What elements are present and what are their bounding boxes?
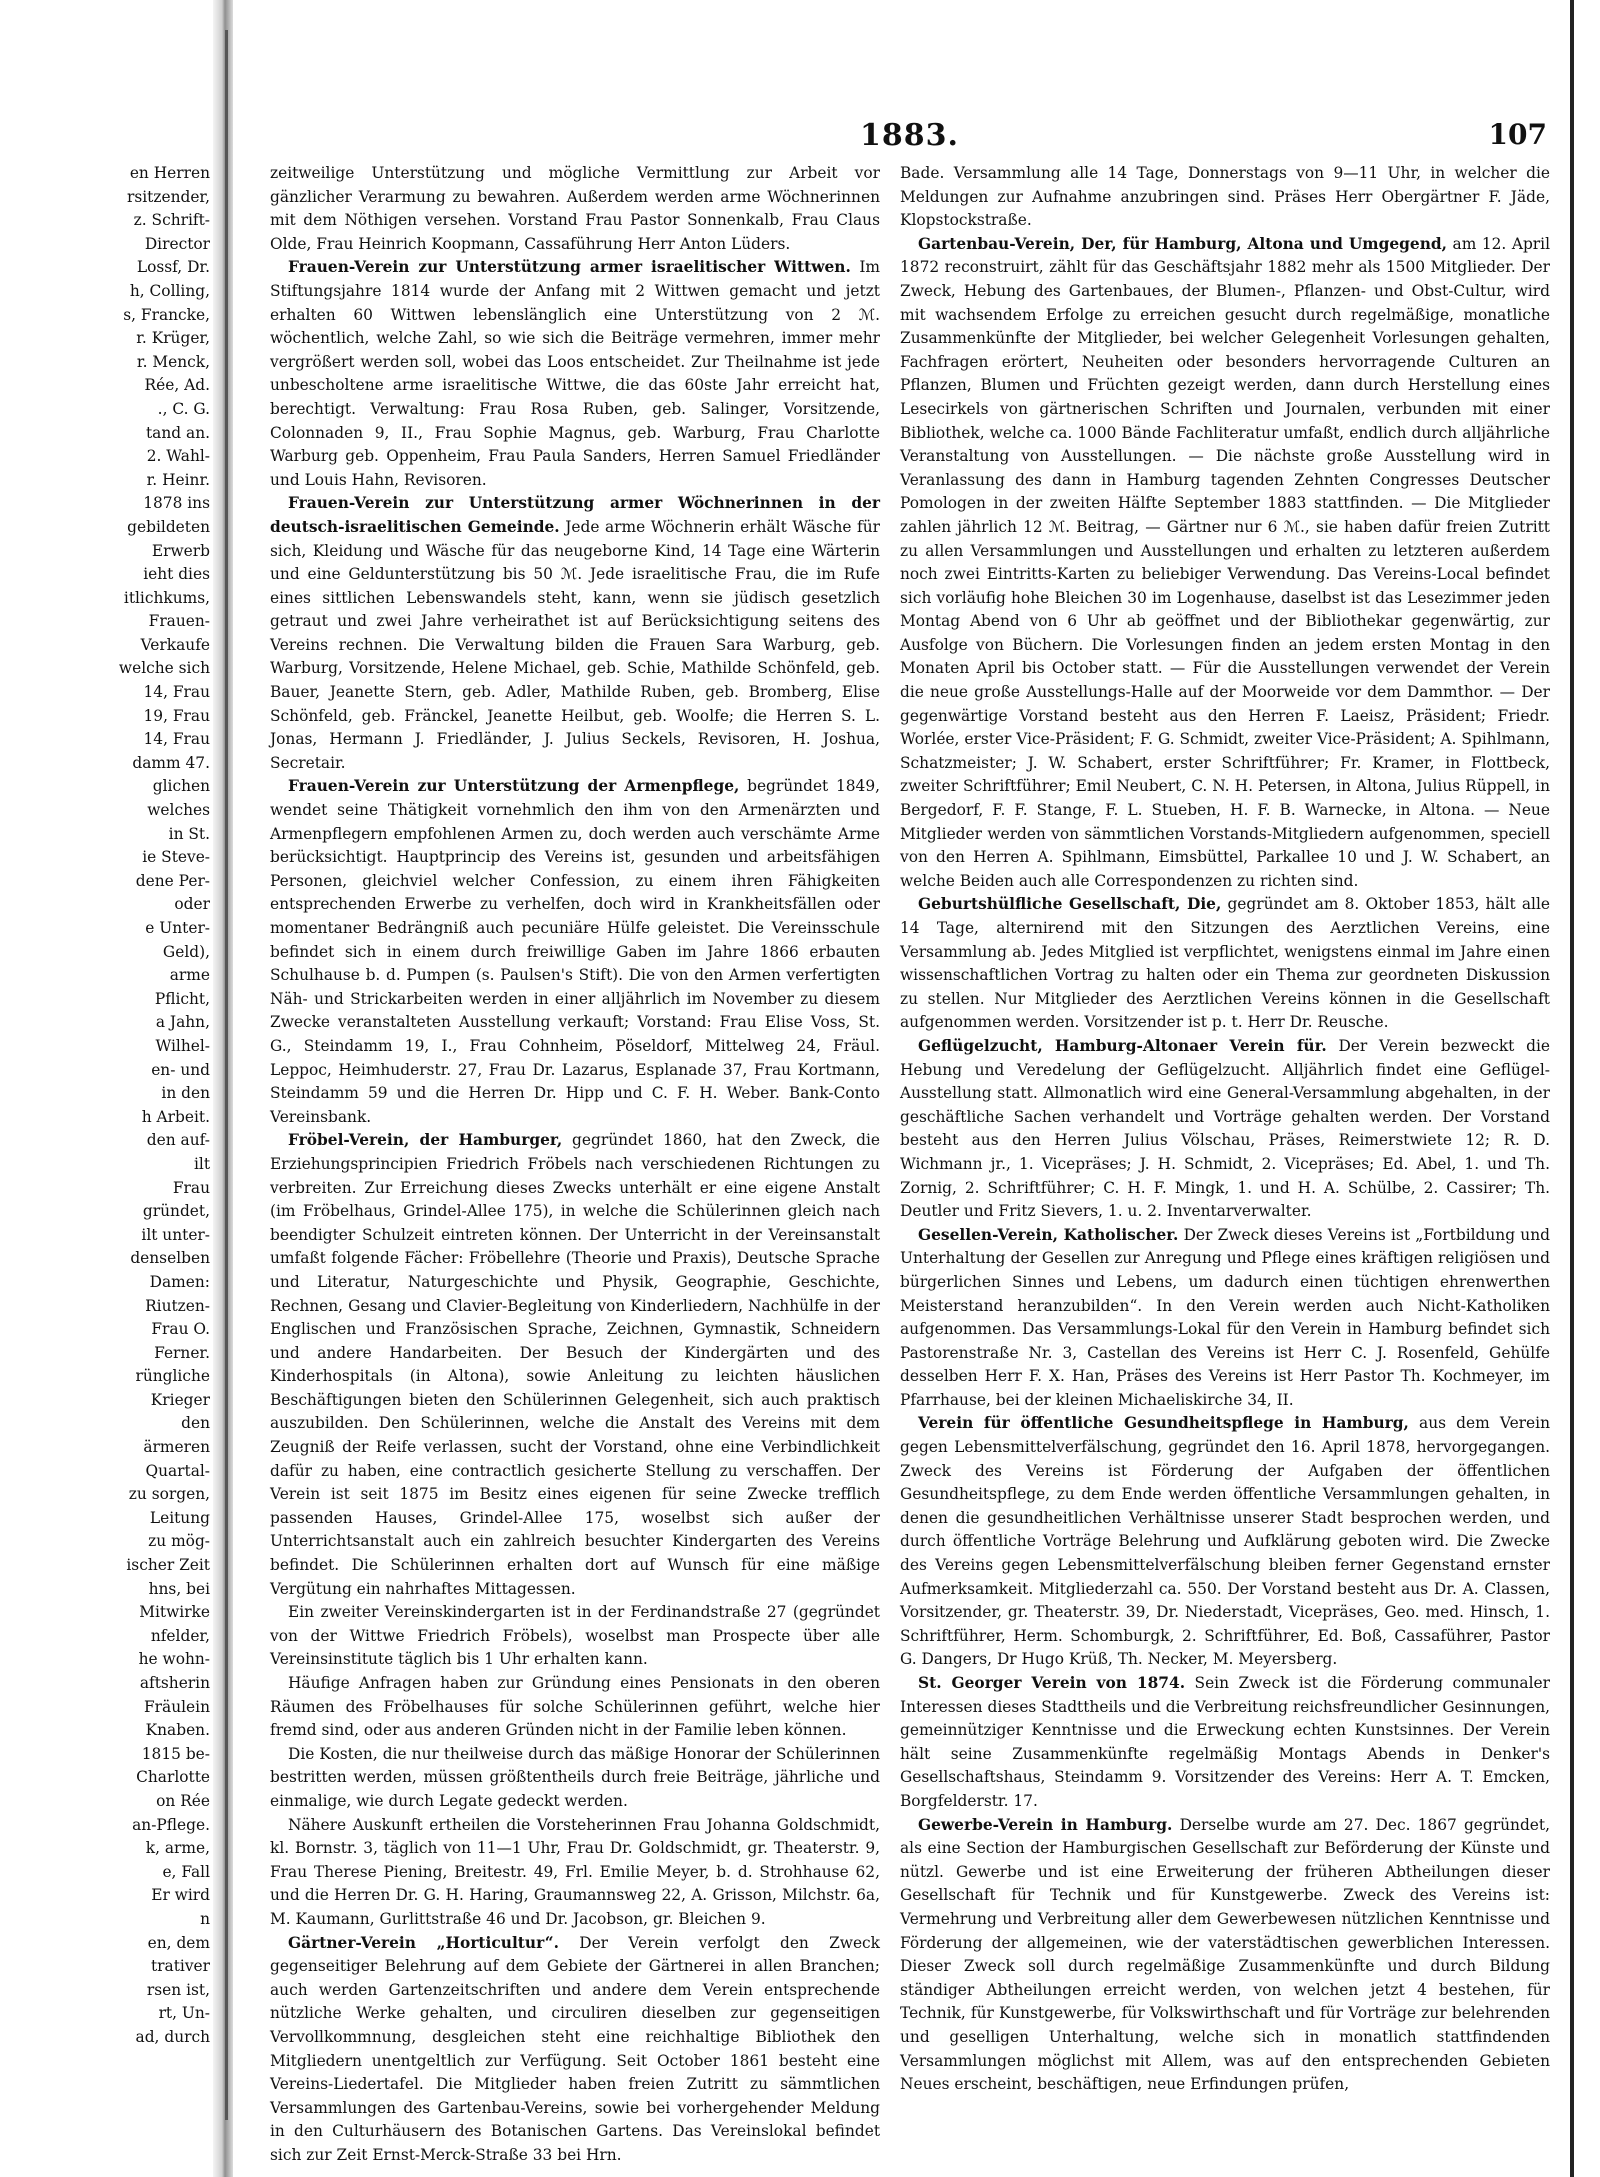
entry-title: Gartenbau-Verein, Der, für Hamburg, Altona und Umgegend,: [918, 234, 1448, 253]
entry-text: Im Stiftungsjahre 1814 wurde der Anfang mit 2 Wittwen gemacht und jetzt erhalten 60 Wittwen lebenslänglich eine Unterstützung von 2 ℳ. wöchentlich, welche Zahl, so wie sich die Beiträge vermehren, immer mehr vergrößert werden soll, wobei das Loos entscheidet. Zur Theilnahme ist jede unbescholtene arme israelitische Wittwe, die das 60ste Jahr erreicht hat, berechtigt. Verwaltung: Frau Rosa Ruben, geb. Salinger, Vorsitzende, Colonnaden 9, II., Frau Sophie Magnus, geb. Warburg, Frau Charlotte Warburg geb. Oppenheim, Frau Paula Sanders, Herren Samuel Friedländer und Louis Hahn, Revisoren.: [270, 258, 880, 489]
fragment-line: ischer Zeit: [126, 1556, 210, 1575]
fragment-line: Damen:: [149, 1272, 210, 1291]
entry-text: Derselbe wurde am 27. Dec. 1867 gegründet, als eine Section der Hamburgischen Gesellschaft zur Beförderung der Künste und nützl. Gewerbe und ist eine Erweiterung der früheren Abtheilungen dieser Gesellschaft für Technik und für Kunstgewerbe. Zweck des Vereins ist: Vermehrung und Verbreitung aller dem Gewerbewesen nützlichen Kenntnisse und Förderung der allgemeinen, wie der vaterstädtischen gewerblichen Interessen. Dieser Zweck soll durch regelmäßige Zusammenkünfte und durch Bildung ständiger Abtheilungen erreicht werden, von welchen jetzt 4 bestehen, für Technik, für Kunstgewerbe, für Volkswirthschaft und für Vorträge zur belehrenden und geselligen Unterhaltung, welche sich in monatlich stattfindenden Versammlungen möglichst mit Allem, was auf den entsprechenden Gebieten Neues erscheint, beschäftigen, neue Erfindungen prüfen,: [900, 1815, 1550, 2094]
fragment-line: Frauen-: [148, 612, 210, 631]
fragment-line: Ferner.: [154, 1343, 210, 1362]
fragment-line: Er wird: [151, 1886, 210, 1905]
directory-entry: [900, 1814, 1550, 2097]
entry-text: Der Verein verfolgt den Zweck gegenseitiger Belehrung auf dem Gebiete der Gärtnerei in allen Branchen; auch werden Gartenzeitschriften und andere dem Verein entsprechende nützliche Werke gehalten, und circuliren dieselben zur gegenseitigen Vervollkommnung, desgleichen steht eine reichhaltige Bibliothek den Mitgliedern unentgeltlich zur Verfügung. Seit October 1861 besteht eine Vereins-Liedertafel. Die Mitglieder haben freien Zutritt zu sämmtlichen Versammlungen des Gartenbau-Vereins, sowie bei vorhergehender Meldung in den Culturhäusern des Botanischen Gartens. Das Vereinslokal befindet sich zur Zeit Ernst-Merck-Straße 33 bei Hrn.: [270, 1933, 880, 2164]
text-column-left: [270, 162, 880, 2167]
fragment-line: Charlotte: [136, 1768, 210, 1787]
fragment-line: ieht dies: [143, 565, 210, 584]
entry-text: Nähere Auskunft ertheilen die Vorsteherinnen Frau Johanna Goldschmidt, kl. Bornstr. 3, täglich von 11—1 Uhr, Frau Dr. Goldschmidt, gr. Theaterstr. 9, Frau Therese Piening, Breitestr. 49, Frl. Emilie Meyer, b. d. Strohhause 62, und die Herren Dr. G. H. Haring, Graumannsweg 22, A. Grisson, Milchstr. 6a, M. Kaumann, Gurlittstraße 46 und Dr. Jacobson, gr. Bleichen 9.: [270, 1815, 880, 1928]
fragment-line: rsitzender,: [126, 187, 210, 206]
fragment-line: arme: [169, 966, 210, 985]
fragment-line: an-Pflege.: [132, 1815, 210, 1834]
fragment-line: Krieger: [150, 1390, 210, 1409]
fragment-line: itlichkums,: [123, 588, 210, 607]
fragment-line: Rée, Ad.: [144, 376, 210, 395]
entry-title: Frauen-Verein zur Unterstützung der Armenpflege,: [288, 777, 740, 796]
page-number: 107: [1488, 118, 1547, 151]
fragment-line: Verkaufe: [140, 635, 210, 654]
directory-entry: [900, 893, 1550, 1035]
entry-text: Häufige Anfragen haben zur Gründung eines Pensionats in den oberen Räumen des Fröbelhauses für solche Schülerinnen geführt, welche hier fremd sind, oder aus anderen Gründen nicht in der Familie leben können.: [270, 1674, 880, 1740]
entry-title: Frauen-Verein zur Unterstützung armer israelitischer Wittwen.: [288, 258, 851, 277]
entry-text: Jede arme Wöchnerin erhält Wäsche für sich, Kleidung und Wäsche für das neugeborne Kind, 14 Tage eine Wärterin und eine Geldunterstützung bis 50 ℳ. Jede israelitische Frau, die im Rufe eines sittlichen Lebenswandels steht, kann, wenn sie jüdisch gesetzlich getraut und zwei Jahre verheirathet ist auf Berücksichtigung seitens des Vereins rechnen. Die Verwaltung bilden die Frauen Sara Warburg, geb. Warburg, Vorsitzende, Helene Michael, geb. Schie, Mathilde Schönfeld, geb. Bauer, Jeanette Stern, geb. Adler, Mathilde Ruben, geb. Bromberg, Elise Schönfeld, geb. Fränckel, Jeanette Heilbut, geb. Woolfe; die Herren S. L. Jonas, Hermann J. Friedländer, J. Julius Seckels, Revisoren, H. Joshua, Secretair.: [270, 517, 880, 772]
facing-page-fragment-column: [0, 162, 210, 2050]
directory-entry: [270, 775, 880, 1129]
fragment-line: Frau: [172, 1178, 210, 1197]
directory-entry: [900, 1035, 1550, 1224]
directory-entry: [900, 1224, 1550, 1413]
fragment-line: Director: [144, 234, 210, 253]
entry-text: Der Zweck dieses Vereins ist „Fortbildung und Unterhaltung der Gesellen zur Anregung und Pflege eines kräftigen religiösen und bürgerlichen Sinnes und Lebens, um dadurch einen tüchtigen ehrenwerthen Meisterstand heranzubilden“. In den Verein werden auch Nicht-Katholiken aufgenommen. Das Versammlungs-Lokal für den Verein in Hamburg befindet sich Pastorenstraße Nr. 3, Castellan des Vereins ist Herr C. J. Rosenfeld, Gehülfe desselben Herr F. X. Han, Präses des Vereins ist Herr Pastor Th. Kochmeyer, im Pfarrhause, bei der kleinen Michaeliskirche 34, II.: [900, 1225, 1550, 1409]
fragment-line: ilt: [193, 1154, 210, 1173]
fragment-line: damm 47.: [132, 753, 210, 772]
directory-entry: [270, 1932, 880, 2168]
entry-text: gegründet 1860, hat den Zweck, die Erziehungsprincipien Friedrich Fröbels nach verschiedenen Richtungen zu verbreiten. Zur Erreichung dieses Zwecks unterhält er eine eigene Anstalt (im Fröbelhaus, Grindel-Allee 175), in welche die Schülerinnen gleich nach beendigter Schulzeit eintreten können. Der Unterricht in der Vereinsanstalt umfaßt folgende Fächer: Fröbellehre (Theorie und Praxis), Deutsche Sprache und Literatur, Naturgeschichte und Physik, Geographie, Geschichte, Rechnen, Gesang und Clavier-Begleitung von Kinderliedern, Nachhülfe in der Englischen und Französischen Sprache, Zeichnen, Gymnastik, Schneidern und andere Handarbeiten. Der Besuch der Kindergärten und des Kinderhospitals (in Altona), sowie Anleitung zu leichten häuslichen Beschäftigungen bieten den Schülerinnen Gelegenheit, sich auch praktisch auszubilden. Den Schülerinnen, welche die Anstalt des Vereins mit dem Zeugniß der Reife verlassen, sucht der Vorstand, ohne eine Verbindlichkeit dafür zu haben, eine contractlich gesicherte Stellung zu verschaffen. Der Verein ist seit 1875 im Besitz eines eigenen für seine Zwecke trefflich passenden Hauses, Grindel-Allee 175, woselbst sich außer der Unterrichtsanstalt auch ein zahlreich besuchter Kindergarten des Vereins befindet. Die Schülerinnen erhalten dort auf Wunsch für eine mäßige Vergütung ein nahrhaftes Mittagessen.: [270, 1131, 880, 1598]
fragment-line: Mitwirke: [139, 1603, 210, 1622]
fragment-line: glichen: [152, 777, 210, 796]
fragment-line: in den: [161, 1084, 210, 1103]
directory-entry: [270, 162, 880, 256]
fragment-line: Fräulein: [144, 1697, 210, 1716]
fragment-line: s, Francke,: [123, 305, 210, 324]
directory-entry: [270, 1672, 880, 1743]
fragment-line: rt, Un-: [158, 2004, 210, 2023]
entry-text: Die Kosten, die nur theilweise durch das mäßige Honorar der Schülerinnen bestritten werden, müssen größtentheils durch freie Beiträge, jährliche und einmalige, wie durch Legate gedeckt werden.: [270, 1744, 880, 1810]
fragment-line: Frau O.: [151, 1320, 210, 1339]
fragment-line: e Unter-: [145, 919, 210, 937]
fragment-line: aftsherin: [139, 1674, 210, 1692]
fragment-line: r. Heinr.: [146, 470, 210, 489]
entry-text: begründet 1849, wendet seine Thätigkeit vornehmlich den ihm von den Armenärzten und Armenpflegern empfohlenen Armen zu, doch werden auch verschämte Arme berücksichtigt. Hauptprincip des Vereins ist, gesunden und arbeitsfähigen Personen, gleichviel welcher Confession, zu einem ihren Fähigkeiten entsprechenden Erwerbe zu verhelfen, doch wird in Krankheitsfällen oder momentaner Bedrängniß auch pecuniäre Hülfe geleistet. Die Vereinsschule befindet sich in einem durch freiwillige Gaben im Jahre 1866 erbauten Schulhause b. d. Pumpen (s. Paulsen's Stift). Die von den Armen verfertigten Näh- und Strickarbeiten werden in einer alljährlich im November zu diesem Zwecke veranstalteten Ausstellung verkauft; Vorstand: Frau Elise Voss, St. G., Steindamm 19, I., Frau Cohnheim, Pöseldorf, Mittelweg 24, Fräul. Leppoc, Heimhuderstr. 27, Frau Dr. Lazarus, Esplanade 37, Frau Kortmann, Steindamm 59 und die Herren Dr. Hipp und C. F. H. Weber. Bank-Conto Vereinsbank.: [270, 777, 880, 1126]
fragment-line: nfelder,: [150, 1626, 210, 1645]
fragment-line: oder: [174, 895, 210, 914]
fragment-line: Lossf, Dr.: [136, 258, 210, 277]
directory-entry: [270, 1129, 880, 1601]
entry-text: Bade. Versammlung alle 14 Tage, Donnerstags von 9—11 Uhr, in welcher die Meldungen zur Aufnahme anzubringen sind. Präses Herr Obergärtner F. Jäde, Klopstockstraße.: [900, 164, 1550, 230]
directory-entry: [900, 1672, 1550, 1814]
gutter-shadow-line: [225, 30, 228, 2120]
entry-text: am 12. April 1872 reconstruirt, zählt für das Geschäftsjahr 1882 mehr als 1500 Mitglieder. Der Zweck, Hebung des Gartenbaues, der Blumen-, Pflanzen- und Obst-Cultur, wird mit wachsendem Erfolge zu erreichen gesucht durch regelmäßige, monatliche Zusammenkünfte der Mitglieder, bei welcher Gelegenheit Vorlesungen gehalten, Fachfragen erörtert, Neuheiten oder besonders hervorragende Culturen an Pflanzen, Blumen und Früchten gezeigt werden, dann durch Herstellung eines Lesecirkels von gärtnerischen Schriften und Journalen, verbunden mit einer Bibliothek, welche ca. 1000 Bände Fachliteratur umfaßt, endlich durch alljährliche Veranstaltung von Ausstellungen. — Die nächste große Ausstellung wird in Veranlassung des dann in Hamburg tagenden Zehnten Congresses Deutscher Pomologen in der zweiten Hälfte September 1883 stattfinden. — Die Mitglieder zahlen jährlich 12 ℳ. Beitrag, — Gärtner nur 6 ℳ., sie haben dafür freien Zutritt zu allen Versammlungen und Ausstellungen und erhalten zu letzteren außerdem noch zwei Eintritts-Karten zu beliebiger Verwendung. Das Vereins-Local befindet sich vorläufig hohe Bleichen 30 im Logenhause, daselbst ist das Lesezimmer jeden Montag Abend von 6 Uhr ab geöffnet und der Bibliothekar gegenwärtig, zur Ausfolge von Büchern. Die Vorlesungen finden an jedem ersten Montag in den Monaten April bis October statt. — Für die Ausstellungen verwendet der Verein die neue große Ausstellungs-Halle auf der Moorweide vor dem Dammthor. — Der gegenwärtige Vorstand besteht aus den Herren F. Laeisz, Präsident; Friedr. Worlée, erster Vice-Präsident; F. G. Schmidt, zweiter Vice-Präsident; A. Spihlmann, Schatzmeister; J. W. Schabert, erster Schriftführer; Fr. Kramer, in Flottbeck, zweiter Schriftführer; Emil Neubert, C. N. H. Petersen, in Altona, Julius Rüppell, in Bergedorf, F. F. Stange, F. L. Stueben, H. F. B. Warnecke, in Altona. — Neue Mitglieder werden von sämmtlichen Vorstands-Mitgliedern aufgenommen, speciell von den Herren A. Spihlmann, Eimsbüttel, Parkallee 10 und J. W. Schabert, an welche Beiden auch alle Correspondenzen zu richten sind.: [900, 234, 1550, 890]
directory-entry: [270, 492, 880, 775]
fragment-line: on Rée: [156, 1791, 210, 1810]
directory-entry: [900, 162, 1550, 233]
page-edge-line: [1570, 0, 1574, 2177]
fragment-line: ie Steve-: [142, 848, 210, 867]
fragment-line: k, arme,: [145, 1839, 210, 1858]
fragment-line: ., C. G.: [157, 399, 210, 418]
fragment-line: 1815 be-: [141, 1744, 210, 1763]
fragment-line: Knaben.: [145, 1721, 210, 1740]
fragment-line: e, Fall: [162, 1862, 210, 1881]
directory-entry: [900, 233, 1550, 894]
fragment-line: Wilhel-: [155, 1036, 210, 1055]
fragment-line: ilt unter-: [141, 1225, 210, 1244]
entry-text: Sein Zweck ist die Förderung communaler Interessen dieses Stadttheils und die Verbreitung reichsfreundlicher Gesinnungen, gemeinnütziger Kenntnisse und die Erweckung echten Kunstsinnes. Der Verein hält seine Zusammenkünfte regelmäßig Montags Abends in Denker's Gesellschaftshaus, Steindamm 9. Vorsitzender des Vereins: Herr A. T. Emcken, Borgfelderstr. 17.: [900, 1674, 1550, 1810]
fragment-line: in St.: [168, 824, 210, 843]
fragment-line: 14, Frau: [143, 683, 210, 702]
entry-text: zeitweilige Unterstützung und mögliche Vermittlung zur Arbeit vor gänzlicher Verarmung zu bewahren. Außerdem werden arme Wöchnerinnen mit dem Nöthigen versehen. Vorstand Frau Pastor Sonnenkalb, Frau Claus Olde, Frau Heinrich Koopmann, Cassaführung Herr Anton Lüders.: [270, 164, 880, 253]
entry-title: Fröbel-Verein, der Hamburger,: [288, 1131, 563, 1150]
fragment-line: den auf-: [146, 1131, 210, 1150]
entry-text: aus dem Verein gegen Lebensmittelverfälschung, gegründet den 16. April 1878, hervorgegangen. Zweck des Vereins ist Förderung der Aufgaben der öffentlichen Gesundheitspflege, zu dem Ende werden öffentliche Versammlungen gehalten, in denen die gesundheitlichen Verhältnisse unserer Stadt besprochen werden, und durch öffentliche Vorträge Belehrung und Aufklärung geboten wird. Die Zwecke des Vereins gegen Lebensmittelverfälschung bleiben ferner Gegenstand ernster Aufmerksamkeit. Mitgliederzahl ca. 550. Der Vorstand besteht aus Dr. A. Classen, Vorsitzender, gr. Theaterstr. 39, Dr. Niederstadt, Vicepräses, Geo. med. Hinsch, 1. Schriftführer, Herm. Schomburgk, 2. Schriftführer, Ed. Boß, Cassaführer, Pastor G. Dangers, Dr Hugo Krüß, Th. Necker, M. Meyersberg.: [900, 1414, 1550, 1669]
entry-title: St. Georger Verein von 1874.: [918, 1674, 1186, 1692]
fragment-line: welches: [147, 801, 210, 820]
header-year: 1883.: [860, 118, 959, 153]
entry-text: gegründet am 8. Oktober 1853, hält alle 14 Tage, alternirend mit den Sitzungen des Aerztlichen Vereins, eine Versammlung ab. Jedes Mitglied ist verpflichtet, wenigstens einmal im Jahre einen wissenschaftlichen Vortrag zu halten oder ein Thema zur geordneten Diskussion zu stellen. Nur Mitglieder des Aerztlichen Vereins können in die Gesellschaft aufgenommen werden. Vorsitzender ist p. t. Herr Dr. Reusche.: [900, 895, 1550, 1032]
fragment-line: hns, bei: [148, 1579, 210, 1598]
fragment-line: denselben: [130, 1249, 210, 1268]
running-header: [245, 118, 1555, 158]
fragment-line: Riutzen-: [145, 1296, 210, 1315]
fragment-line: welche sich: [118, 659, 210, 678]
entry-title: Geburtshülfliche Gesellschaft, Die,: [918, 895, 1222, 914]
directory-entry: [900, 1412, 1550, 1672]
fragment-line: Quartal-: [145, 1461, 210, 1480]
entry-text: Der Verein bezweckt die Hebung und Veredelung der Geflügelzucht. Alljährlich findet eine Geflügel-Ausstellung statt. Allmonatlich wird eine General-Versammlung abgehalten, in der geschäftliche Sachen verhandelt und Vorträge gehalten werden. Der Vorstand besteht aus den Herren Julius Völschau, Präses, Reimerstwiete 12; R. D. Wichmann jr., 1. Vicepräses; J. H. Schmidt, 2. Vicepräses; Ed. Abel, 1. und Th. Zornig, 2. Schriftführer; C. H. F. Mingk, 1. und H. A. Schülbe, 2. Cassirer; Th. Deutler und Fritz Sievers, 1. u. 2. Inventarverwalter.: [900, 1036, 1550, 1221]
entry-title: Gesellen-Verein, Katholischer.: [918, 1225, 1179, 1244]
fragment-line: rüngliche: [135, 1367, 210, 1386]
fragment-line: zu sorgen,: [128, 1485, 210, 1504]
fragment-line: Erwerb: [151, 541, 210, 560]
fragment-line: he wohn-: [138, 1650, 210, 1669]
fragment-line: Geld),: [162, 942, 210, 961]
fragment-line: 1878 ins: [143, 494, 210, 513]
fragment-line: trativer: [151, 1957, 210, 1976]
fragment-line: 14, Frau: [143, 730, 210, 749]
entry-title: Verein für öffentliche Gesundheitspflege in Hamburg,: [918, 1414, 1409, 1433]
fragment-line: den: [181, 1414, 210, 1433]
fragment-line: en- und: [151, 1060, 210, 1079]
directory-entry: [270, 1814, 880, 1932]
fragment-line: en, dem: [147, 1933, 210, 1952]
fragment-line: rsen ist,: [146, 1980, 210, 1999]
directory-entry: [270, 256, 880, 492]
fragment-line: z. Schrift-: [133, 211, 210, 230]
fragment-line: zu mög-: [148, 1532, 210, 1551]
entry-title: Frauen-Verein zur Unterstützung armer Wöchnerinnen in der deutsch-israelitischen Gemeinde.: [270, 494, 880, 536]
entry-title: Gewerbe-Verein in Hamburg.: [918, 1815, 1173, 1834]
fragment-line: h, Colling,: [129, 281, 210, 300]
directory-entry: [270, 1601, 880, 1672]
fragment-line: Pflicht,: [154, 989, 210, 1008]
entry-title: Gärtner-Verein „Horticultur“.: [288, 1933, 559, 1952]
fragment-line: 2. Wahl-: [146, 447, 210, 466]
fragment-line: 19, Frau: [143, 706, 210, 725]
fragment-line: tand an.: [146, 423, 210, 442]
text-column-right: [900, 162, 1550, 2097]
directory-entry: [270, 1743, 880, 1814]
fragment-line: en Herren: [129, 164, 210, 182]
binding-gutter: [213, 0, 233, 2177]
fragment-line: ad, durch: [135, 2027, 210, 2046]
fragment-line: r. Menck,: [136, 352, 210, 371]
fragment-line: Leitung: [149, 1508, 210, 1527]
fragment-line: dene Per-: [135, 871, 210, 890]
fragment-line: n: [200, 1909, 210, 1928]
entry-text: Ein zweiter Vereinskindergarten ist in der Ferdinandstraße 27 (gegründet von der Wittwe Friedrich Fröbels), woselbst man Prospecte über alle Vereinsinstitute täglich bis 1 Uhr erhalten kann.: [270, 1603, 880, 1669]
fragment-line: ärmeren: [143, 1438, 210, 1457]
fragment-line: a Jahn,: [155, 1013, 210, 1032]
fragment-line: r. Krüger,: [136, 329, 210, 348]
fragment-line: gebildeten: [127, 517, 210, 536]
fragment-line: gründet,: [142, 1202, 210, 1221]
entry-title: Geflügelzucht, Hamburg-Altonaer Verein für.: [918, 1036, 1327, 1055]
fragment-line: h Arbeit.: [141, 1107, 210, 1126]
